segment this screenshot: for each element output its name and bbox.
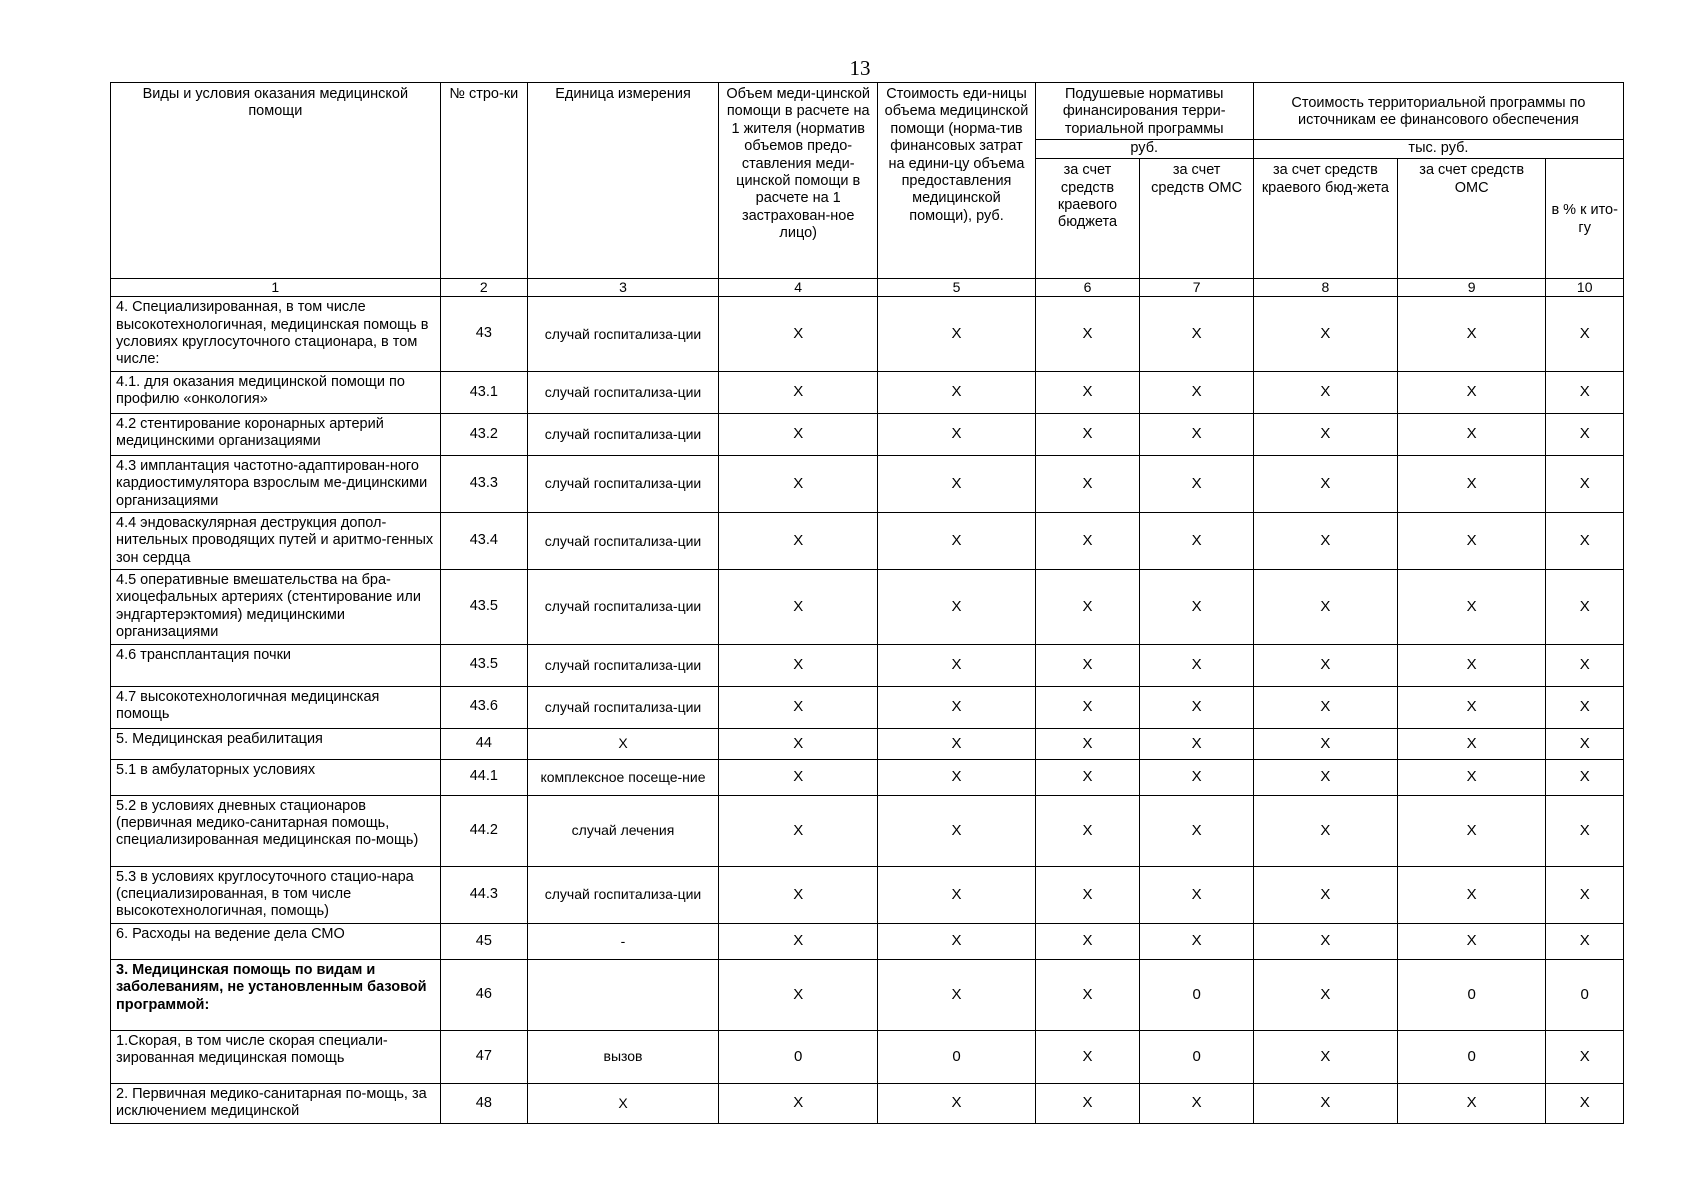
row-unit: случай госпитализа-ции [527,512,718,569]
row-value: Х [1035,512,1140,569]
row-line-number: 44 [440,728,527,759]
header-regional-budget-per-capita: за счет средств краевого бюджета [1035,159,1140,279]
row-care-type: 3. Медицинская помощь по видам и заболеваниям, не установленным базовой программой: [111,959,441,1030]
table-row [111,759,1624,795]
row-care-type: 5.2 в условиях дневных стационаров (первичная медико-санитарная помощь, специализированная медицинская по-мощь) [111,795,441,866]
row-value: Х [1397,644,1545,686]
row-value: Х [1035,959,1140,1030]
row-value: Х [878,455,1035,512]
row-unit: случай госпитализа-ции [527,866,718,923]
row-value: Х [1397,728,1545,759]
row-value: Х [719,759,878,795]
row-value: Х [719,570,878,645]
row-unit: - [527,923,718,959]
row-value: Х [1397,1083,1545,1123]
row-value: Х [1140,923,1254,959]
row-unit: Х [527,728,718,759]
row-care-type: 4.1. для оказания медицинской помощи по профилю «онкология» [111,371,441,413]
table-row [111,686,1624,728]
row-unit: случай госпитализа-ции [527,297,718,372]
header-line-number: № стро-ки [440,83,527,279]
row-value: Х [1546,1030,1624,1083]
row-line-number: 43.4 [440,512,527,569]
row-value: Х [1397,866,1545,923]
column-number: 6 [1035,279,1140,297]
header-percent-total: в % к ито-гу [1546,159,1624,279]
row-value: Х [1035,297,1140,372]
row-value: 0 [1397,1030,1545,1083]
row-value: Х [878,570,1035,645]
column-number: 5 [878,279,1035,297]
row-value: Х [719,728,878,759]
row-value: Х [1253,959,1397,1030]
row-value: Х [1140,644,1254,686]
row-care-type: 4.6 трансплантация почки [111,644,441,686]
header-regional-budget-cost: за счет средств краевого бюд-жета [1253,159,1397,279]
row-value: 0 [1140,959,1254,1030]
row-unit [527,959,718,1030]
row-value: Х [1140,371,1254,413]
column-number: 3 [527,279,718,297]
row-value: Х [719,413,878,455]
row-value: Х [878,297,1035,372]
row-value: Х [719,512,878,569]
header-care-types: Виды и условия оказания медицинской помощи [111,83,441,279]
row-value: Х [1035,644,1140,686]
row-line-number: 43.3 [440,455,527,512]
row-value: Х [1035,795,1140,866]
row-value: Х [1035,1030,1140,1083]
row-value: Х [1546,866,1624,923]
row-value: Х [1546,644,1624,686]
row-value: Х [1546,1083,1624,1123]
row-value: Х [878,644,1035,686]
row-value: Х [878,866,1035,923]
row-unit: случай госпитализа-ции [527,371,718,413]
row-value: Х [878,728,1035,759]
header-unit: Единица измерения [527,83,718,279]
row-value: Х [1397,570,1545,645]
row-value: 0 [1140,1030,1254,1083]
row-value: Х [878,686,1035,728]
row-line-number: 44.2 [440,795,527,866]
row-value: Х [1546,413,1624,455]
row-value: Х [1546,923,1624,959]
table-row [111,728,1624,759]
row-value: Х [1253,728,1397,759]
row-value: Х [1140,686,1254,728]
table-row [111,644,1624,686]
row-value: Х [719,1083,878,1123]
row-value: Х [719,371,878,413]
row-value: Х [1035,413,1140,455]
row-value: Х [1253,455,1397,512]
header-per-capita-group: Подушевые нормативы финансирования терри-ториальной программы [1035,83,1253,140]
column-number: 9 [1397,279,1545,297]
row-value: Х [1253,644,1397,686]
row-unit: случай госпитализа-ции [527,455,718,512]
row-unit: случай лечения [527,795,718,866]
row-value: Х [1253,686,1397,728]
row-line-number: 45 [440,923,527,959]
row-value: Х [1035,455,1140,512]
row-care-type: 5.3 в условиях круглосуточного стацио-нара (специализированная, в том числе высокотехнологичная, помощь) [111,866,441,923]
row-value: Х [1546,512,1624,569]
row-value: Х [1140,795,1254,866]
row-value: Х [1397,923,1545,959]
row-value: Х [1253,759,1397,795]
row-line-number: 43.6 [440,686,527,728]
row-value: Х [1140,297,1254,372]
row-value: Х [1253,512,1397,569]
row-value: Х [1397,413,1545,455]
row-care-type: 4.3 имплантация частотно-адаптирован-ного кардиостимулятора взрослым ме-дицинскими организациями [111,455,441,512]
row-value: Х [1546,686,1624,728]
column-number: 2 [440,279,527,297]
row-value: Х [1035,866,1140,923]
row-value: Х [719,455,878,512]
row-care-type: 5.1 в амбулаторных условиях [111,759,441,795]
table-row [111,371,1624,413]
row-care-type: 4.2 стентирование коронарных артерий медицинскими организациями [111,413,441,455]
row-value: Х [1035,570,1140,645]
row-line-number: 43 [440,297,527,372]
table-header [111,83,1624,297]
row-value: 0 [719,1030,878,1083]
row-value: Х [1397,759,1545,795]
row-value: Х [878,1083,1035,1123]
row-care-type: 1.Скорая, в том числе скорая специали-зированная медицинская помощь [111,1030,441,1083]
row-line-number: 43.5 [440,644,527,686]
column-number: 1 [111,279,441,297]
row-value: Х [878,371,1035,413]
row-value: Х [878,959,1035,1030]
row-value: Х [1140,1083,1254,1123]
table-row [111,570,1624,645]
row-line-number: 43.5 [440,570,527,645]
row-value: Х [1035,1083,1140,1123]
row-value: Х [1397,795,1545,866]
row-value: Х [719,866,878,923]
row-care-type: 4.5 оперативные вмешательства на бра-хиоцефальных артериях (стентирование или эндгартерэктомия) медицинскими организациями [111,570,441,645]
row-value: Х [1253,413,1397,455]
row-value: Х [1253,1030,1397,1083]
table-row [111,297,1624,372]
row-value: Х [1546,795,1624,866]
row-value: Х [878,413,1035,455]
row-value: Х [1397,371,1545,413]
table-row [111,795,1624,866]
row-value: Х [1140,728,1254,759]
row-value: Х [719,297,878,372]
header-volume: Объем меди-цинской помощи в расчете на 1 жителя (норматив объемов предо-ставления меди-цинской помощи в расчете на 1 застрахован-ное лицо) [719,83,878,279]
column-number: 10 [1546,279,1624,297]
row-value: Х [719,686,878,728]
header-oms-cost: за счет средств ОМС [1397,159,1545,279]
table-row [111,923,1624,959]
row-line-number: 44.3 [440,866,527,923]
row-value: 0 [1546,959,1624,1030]
row-value: Х [1035,923,1140,959]
row-value: Х [1253,297,1397,372]
row-value: Х [719,795,878,866]
row-value: Х [878,759,1035,795]
header-per-capita-unit: руб. [1035,140,1253,159]
row-value: Х [1546,759,1624,795]
row-value: Х [1546,371,1624,413]
row-value: Х [878,512,1035,569]
row-value: Х [1140,413,1254,455]
row-value: 0 [878,1030,1035,1083]
row-care-type: 6. Расходы на ведение дела СМО [111,923,441,959]
row-value: Х [719,644,878,686]
row-value: Х [1035,759,1140,795]
table-row [111,1030,1624,1083]
row-value: Х [1397,455,1545,512]
row-care-type: 2. Первичная медико-санитарная по-мощь, за исключением медицинской [111,1083,441,1123]
row-line-number: 46 [440,959,527,1030]
row-line-number: 43.1 [440,371,527,413]
row-value: Х [1035,686,1140,728]
row-value: Х [1546,570,1624,645]
row-value: Х [1397,686,1545,728]
header-program-cost-group: Стоимость территориальной программы по источникам ее финансового обеспечения [1253,83,1623,140]
table-row [111,1083,1624,1123]
row-value: Х [1253,1083,1397,1123]
table-body [111,297,1624,1123]
column-numbers-row [111,279,1624,297]
row-value: Х [1546,455,1624,512]
row-value: Х [1253,795,1397,866]
row-care-type: 4. Специализированная, в том числе высокотехнологичная, медицинская помощь в условиях круглосуточного стационара, в том числе: [111,297,441,372]
table-row [111,512,1624,569]
column-number: 7 [1140,279,1254,297]
row-care-type: 5. Медицинская реабилитация [111,728,441,759]
territorial-program-table [110,82,1624,1124]
row-value: Х [1140,759,1254,795]
row-value: Х [1140,570,1254,645]
row-care-type: 4.4 эндоваскулярная деструкция допол-нительных проводящих путей и аритмо-генных зон сердца [111,512,441,569]
row-unit: вызов [527,1030,718,1083]
row-unit: случай госпитализа-ции [527,570,718,645]
row-unit: случай госпитализа-ции [527,686,718,728]
row-unit: комплексное посеще-ние [527,759,718,795]
row-value: Х [1035,371,1140,413]
row-care-type: 4.7 высокотехнологичная медицинская помощь [111,686,441,728]
column-number: 8 [1253,279,1397,297]
row-unit: случай госпитализа-ции [527,644,718,686]
table-row [111,455,1624,512]
row-unit: случай госпитализа-ции [527,413,718,455]
table-row [111,866,1624,923]
row-line-number: 48 [440,1083,527,1123]
row-value: Х [1397,512,1545,569]
row-value: Х [1253,866,1397,923]
table-row [111,959,1624,1030]
row-value: Х [1253,570,1397,645]
row-line-number: 43.2 [440,413,527,455]
row-value: 0 [1397,959,1545,1030]
row-value: Х [1140,455,1254,512]
row-value: Х [719,959,878,1030]
header-oms-per-capita: за счет средств ОМС [1140,159,1254,279]
row-value: Х [719,923,878,959]
row-value: Х [1546,297,1624,372]
row-line-number: 44.1 [440,759,527,795]
row-value: Х [878,923,1035,959]
row-value: Х [1253,371,1397,413]
row-value: Х [1035,728,1140,759]
row-value: Х [1140,512,1254,569]
header-unit-cost: Стоимость еди-ницы объема медицинской помощи (норма-тив финансовых затрат на едини-цу объема предоставления медицинской помощи), руб. [878,83,1035,279]
row-value: Х [1140,866,1254,923]
column-number: 4 [719,279,878,297]
row-value: Х [1397,297,1545,372]
row-value: Х [878,795,1035,866]
row-unit: Х [527,1083,718,1123]
row-value: Х [1546,728,1624,759]
page-number: 13 [849,56,871,80]
row-value: Х [1253,923,1397,959]
header-program-cost-unit: тыс. руб. [1253,140,1623,159]
table-row [111,413,1624,455]
row-line-number: 47 [440,1030,527,1083]
